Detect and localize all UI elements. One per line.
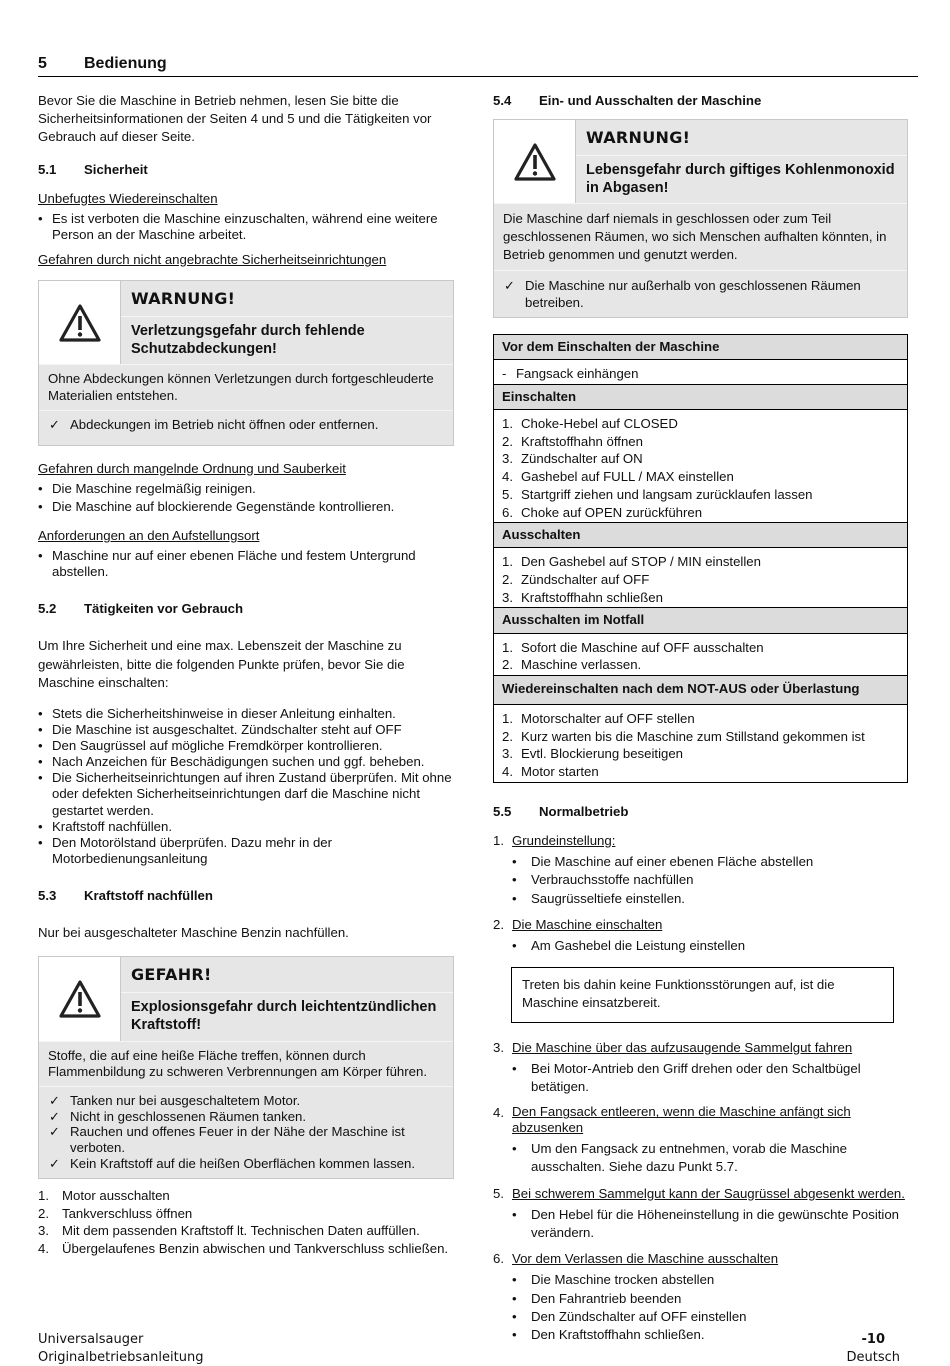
warning-headline: Verletzungsgefahr durch fehlende Schutzabdeckungen! bbox=[131, 323, 365, 357]
step-item: 1. Motorschalter auf OFF stellen bbox=[502, 711, 695, 727]
step-item: 1. Choke-Hebel auf CLOSED bbox=[502, 416, 678, 432]
step-item: 3. Evtl. Blockierung beseitigen bbox=[502, 746, 684, 762]
list-item: • Die Maschine regelmäßig reinigen. bbox=[38, 481, 454, 497]
list-item: • Kraftstoff nachfüllen. bbox=[38, 819, 454, 835]
chapter-number: 5 bbox=[38, 55, 47, 72]
step-item: 4. Gashebel auf FULL / MAX einstellen bbox=[502, 469, 734, 485]
list-item: • Die Maschine auf blockierende Gegenstände kontrollieren. bbox=[38, 499, 454, 515]
warning-box-schutzabdeckungen bbox=[38, 280, 454, 445]
footer-left bbox=[38, 1331, 203, 1366]
measure-item: ✓ Kein Kraftstoff auf die heißen Oberflächen kommen lassen. bbox=[49, 1156, 416, 1172]
list-item: • Saugrüsseltiefe einstellen. bbox=[512, 890, 908, 908]
chapter-heading bbox=[38, 54, 918, 77]
normalbetrieb-list bbox=[493, 832, 908, 1344]
list-item: • Den Saugrüssel auf mögliche Fremdkörper kontrollieren. bbox=[38, 738, 454, 754]
step-item: - Fangsack einhängen bbox=[502, 366, 639, 382]
aufstellort-list bbox=[38, 548, 454, 580]
step-item: 4. Motor starten bbox=[502, 764, 599, 780]
step-item: 2. Zündschalter auf OFF bbox=[502, 572, 650, 588]
footer-right bbox=[846, 1331, 900, 1366]
section-5-4-heading: 5.4 Ein- und Ausschalten der Maschine bbox=[493, 93, 762, 108]
footer-product: Universalsauger bbox=[38, 1332, 144, 1347]
aufstellort-heading: Anforderungen an den Aufstellungsort bbox=[38, 527, 260, 543]
page-number: -10 bbox=[861, 1332, 885, 1347]
numbered-item: 2. Die Maschine einschalten bbox=[493, 916, 663, 932]
list-item: • Um den Fangsack zu entnehmen, vorab die Maschine ausschalten. Siehe dazu Punkt 5.7. bbox=[512, 1140, 908, 1176]
measure-item: ✓ Nicht in geschlossenen Räumen tanken. bbox=[49, 1108, 307, 1124]
s53-intro: Nur bei ausgeschalteter Maschine Benzin nachfüllen. bbox=[38, 925, 349, 941]
warning-triangle-icon bbox=[494, 120, 576, 203]
table-cell bbox=[494, 633, 908, 675]
checkmark-icon: ✓ bbox=[49, 1108, 61, 1124]
numbered-item: 4. Den Fangsack entleeren, wenn die Maschine anfängt sich abzusenken bbox=[493, 1104, 851, 1136]
checkmark-icon: ✓ bbox=[49, 1092, 61, 1108]
table-cell bbox=[494, 705, 908, 783]
step-item: 1. Sofort die Maschine auf OFF ausschalten bbox=[502, 639, 764, 655]
step-item: 5. Startgriff ziehen und langsam zurücklaufen lassen bbox=[502, 486, 813, 502]
checkmark-icon: ✓ bbox=[49, 416, 61, 432]
unbefugtes-list bbox=[38, 211, 454, 243]
right-column bbox=[493, 92, 908, 1350]
step-item: 1. Den Gashebel auf STOP / MIN einstellen bbox=[502, 554, 761, 570]
footer-language: Deutsch bbox=[846, 1349, 900, 1365]
step-item: 2. Tankverschluss öffnen bbox=[38, 1205, 193, 1221]
list-item: • Es ist verboten die Maschine einzuschalten, während eine weitere Person an der Maschine arbeitet. bbox=[38, 211, 454, 243]
numbered-item: 3. Die Maschine über das aufzusaugende Sammelgut fahren bbox=[493, 1039, 853, 1055]
table-cell bbox=[494, 410, 908, 523]
danger-headline: Explosionsgefahr durch leichtentzündlichen Kraftstoff! bbox=[131, 999, 437, 1033]
measure-item: ✓ Die Maschine nur außerhalb von geschlossenen Räumen betreiben. bbox=[504, 277, 861, 310]
list-item: • Maschine nur auf einer ebenen Fläche und festem Untergrund abstellen. bbox=[38, 548, 454, 580]
section-5-3-heading: 5.3 Kraftstoff nachfüllen bbox=[38, 887, 213, 903]
list-item: • Stets die Sicherheitshinweise in dieser Anleitung einhalten. bbox=[38, 706, 454, 722]
list-item: • Den Fahrantrieb beenden bbox=[512, 1290, 908, 1308]
table-header: Ausschalten im Notfall bbox=[494, 608, 908, 633]
danger-keyword: GEFAHR! bbox=[121, 957, 453, 993]
warning-description: Ohne Abdeckungen können Verletzungen durch fortgeschleuderte Materialien entstehen. bbox=[39, 365, 453, 410]
step-item: 3. Kraftstoffhahn schließen bbox=[502, 589, 663, 605]
list-item: • Am Gashebel die Leistung einstellen bbox=[512, 937, 908, 955]
measure-item: ✓ Rauchen und offenes Feuer in der Nähe der Maschine ist verboten. bbox=[49, 1124, 405, 1156]
step-item: 1. Motor ausschalten bbox=[38, 1187, 170, 1203]
warning-headline: Lebensgefahr durch giftiges Kohlenmonoxid in Abgasen! bbox=[586, 161, 895, 196]
warning-description: Die Maschine darf niemals in geschlossen oder zum Teil geschlossenen Räumen, wo sich Menschen aufhalten könnten, in Betrieb genommen und genutzt werden. bbox=[494, 204, 907, 270]
warning-triangle-icon bbox=[39, 281, 121, 364]
step-item: 2. Kurz warten bis die Maschine zum Stillstand gekommen ist bbox=[502, 728, 865, 744]
step-item: 3. Zündschalter auf ON bbox=[502, 451, 643, 467]
section-5-1-heading: 5.1 Sicherheit bbox=[38, 161, 148, 177]
list-item: • Die Maschine auf einer ebenen Fläche abstellen bbox=[512, 853, 908, 871]
warning-keyword: WARNUNG! bbox=[121, 281, 453, 317]
left-column bbox=[38, 92, 454, 1258]
checkmark-icon: ✓ bbox=[49, 1156, 61, 1172]
ordnung-heading: Gefahren durch mangelnde Ordnung und Sauberkeit bbox=[38, 460, 346, 476]
step-item: 2. Maschine verlassen. bbox=[502, 657, 642, 673]
info-box: Treten bis dahin keine Funktionsstörungen auf, ist die Maschine einsatzbereit. bbox=[511, 967, 894, 1023]
footer-doc-type: Originalbetriebsanleitung bbox=[38, 1349, 204, 1365]
list-item: • Bei Motor-Antrieb den Griff drehen oder den Schaltbügel betätigen. bbox=[512, 1060, 908, 1096]
s52-intro: Um Ihre Sicherheit und eine max. Lebenszeit der Maschine zu gewährleisten, bitte die folgenden Punkte prüfen, bevor Sie die Maschine einschalten: bbox=[38, 638, 405, 690]
list-item: • Den Hebel für die Höheneinstellung in die gewünschte Position verändern. bbox=[512, 1206, 908, 1242]
warning-measures bbox=[494, 271, 907, 317]
step-item: 2. Kraftstoffhahn öffnen bbox=[502, 433, 643, 449]
warning-keyword: WARNUNG! bbox=[576, 120, 907, 156]
checkmark-icon: ✓ bbox=[49, 1124, 61, 1140]
warning-triangle-icon bbox=[39, 957, 121, 1040]
measure-item: ✓ Abdeckungen im Betrieb nicht öffnen oder entfernen. bbox=[49, 416, 379, 432]
numbered-item: 6. Vor dem Verlassen die Maschine ausschalten bbox=[493, 1251, 779, 1267]
danger-measures bbox=[39, 1087, 453, 1178]
list-item: • Die Maschine ist ausgeschaltet. Zündschalter steht auf OFF bbox=[38, 722, 454, 738]
gefahren-heading: Gefahren durch nicht angebrachte Sicherheitseinrichtungen bbox=[38, 252, 387, 268]
table-cell bbox=[494, 548, 908, 608]
measure-item: ✓ Tanken nur bei ausgeschaltetem Motor. bbox=[49, 1092, 301, 1108]
table-header: Wiedereinschalten nach dem NOT-AUS oder Überlastung bbox=[494, 675, 908, 704]
checkmark-icon: ✓ bbox=[504, 277, 516, 293]
table-cell bbox=[494, 360, 908, 385]
step-item: 6. Choke auf OPEN zurückführen bbox=[502, 504, 703, 520]
list-item: • Die Sicherheitseinrichtungen auf ihren Zustand überprüfen. Mit ohne oder defekten Sicherheitseinrichtungen darf die Maschine nicht gestartet werden. bbox=[38, 770, 454, 818]
s53-steps bbox=[38, 1187, 454, 1258]
section-5-5-heading: 5.5 Normalbetrieb bbox=[493, 803, 629, 819]
operation-table bbox=[493, 334, 908, 783]
list-item: • Den Motorölstand überprüfen. Dazu mehr in der Motorbedienungsanleitung bbox=[38, 835, 454, 867]
warning-measures bbox=[39, 411, 453, 445]
table-header: Einschalten bbox=[494, 384, 908, 409]
danger-box-kraftstoff bbox=[38, 956, 454, 1179]
unbefugtes-heading: Unbefugtes Wiedereinschalten bbox=[38, 190, 218, 206]
list-item: • Den Kraftstoffhahn schließen. bbox=[512, 1326, 908, 1344]
numbered-item: 1. Grundeinstellung: bbox=[493, 833, 616, 849]
chapter-title: Bedienung bbox=[84, 55, 167, 72]
intro-paragraph: Bevor Sie die Maschine in Betrieb nehmen, lesen Sie bitte die Sicherheitsinformationen der Seiten 4 und 5 und die Tätigkeiten vor Gebrauch auf dieser Seite. bbox=[38, 93, 432, 145]
danger-description: Stoffe, die auf eine heiße Fläche treffen, können durch Flammenbildung zu schweren Verbrennungen am Körper führen. bbox=[39, 1042, 453, 1087]
numbered-item: 5. Bei schwerem Sammelgut kann der Saugrüssel abgesenkt werden. bbox=[493, 1185, 905, 1201]
list-item: • Verbrauchsstoffe nachfüllen bbox=[512, 871, 908, 889]
step-item: 3. Mit dem passenden Kraftstoff lt. Technischen Daten auffüllen. bbox=[38, 1223, 420, 1239]
list-item: • Den Zündschalter auf OFF einstellen bbox=[512, 1308, 908, 1326]
step-item: 4. Übergelaufenes Benzin abwischen und Tankverschluss schließen. bbox=[38, 1240, 449, 1256]
ordnung-list bbox=[38, 481, 454, 515]
warning-box-kohlenmonoxid bbox=[493, 119, 908, 318]
list-item: • Die Maschine trocken abstellen bbox=[512, 1271, 908, 1289]
section-5-2-heading: 5.2 Tätigkeiten vor Gebrauch bbox=[38, 601, 244, 617]
table-header: Ausschalten bbox=[494, 523, 908, 548]
table-header: Vor dem Einschalten der Maschine bbox=[494, 335, 908, 360]
s52-list bbox=[38, 706, 454, 867]
list-item: • Nach Anzeichen für Beschädigungen suchen und ggf. beheben. bbox=[38, 754, 454, 770]
